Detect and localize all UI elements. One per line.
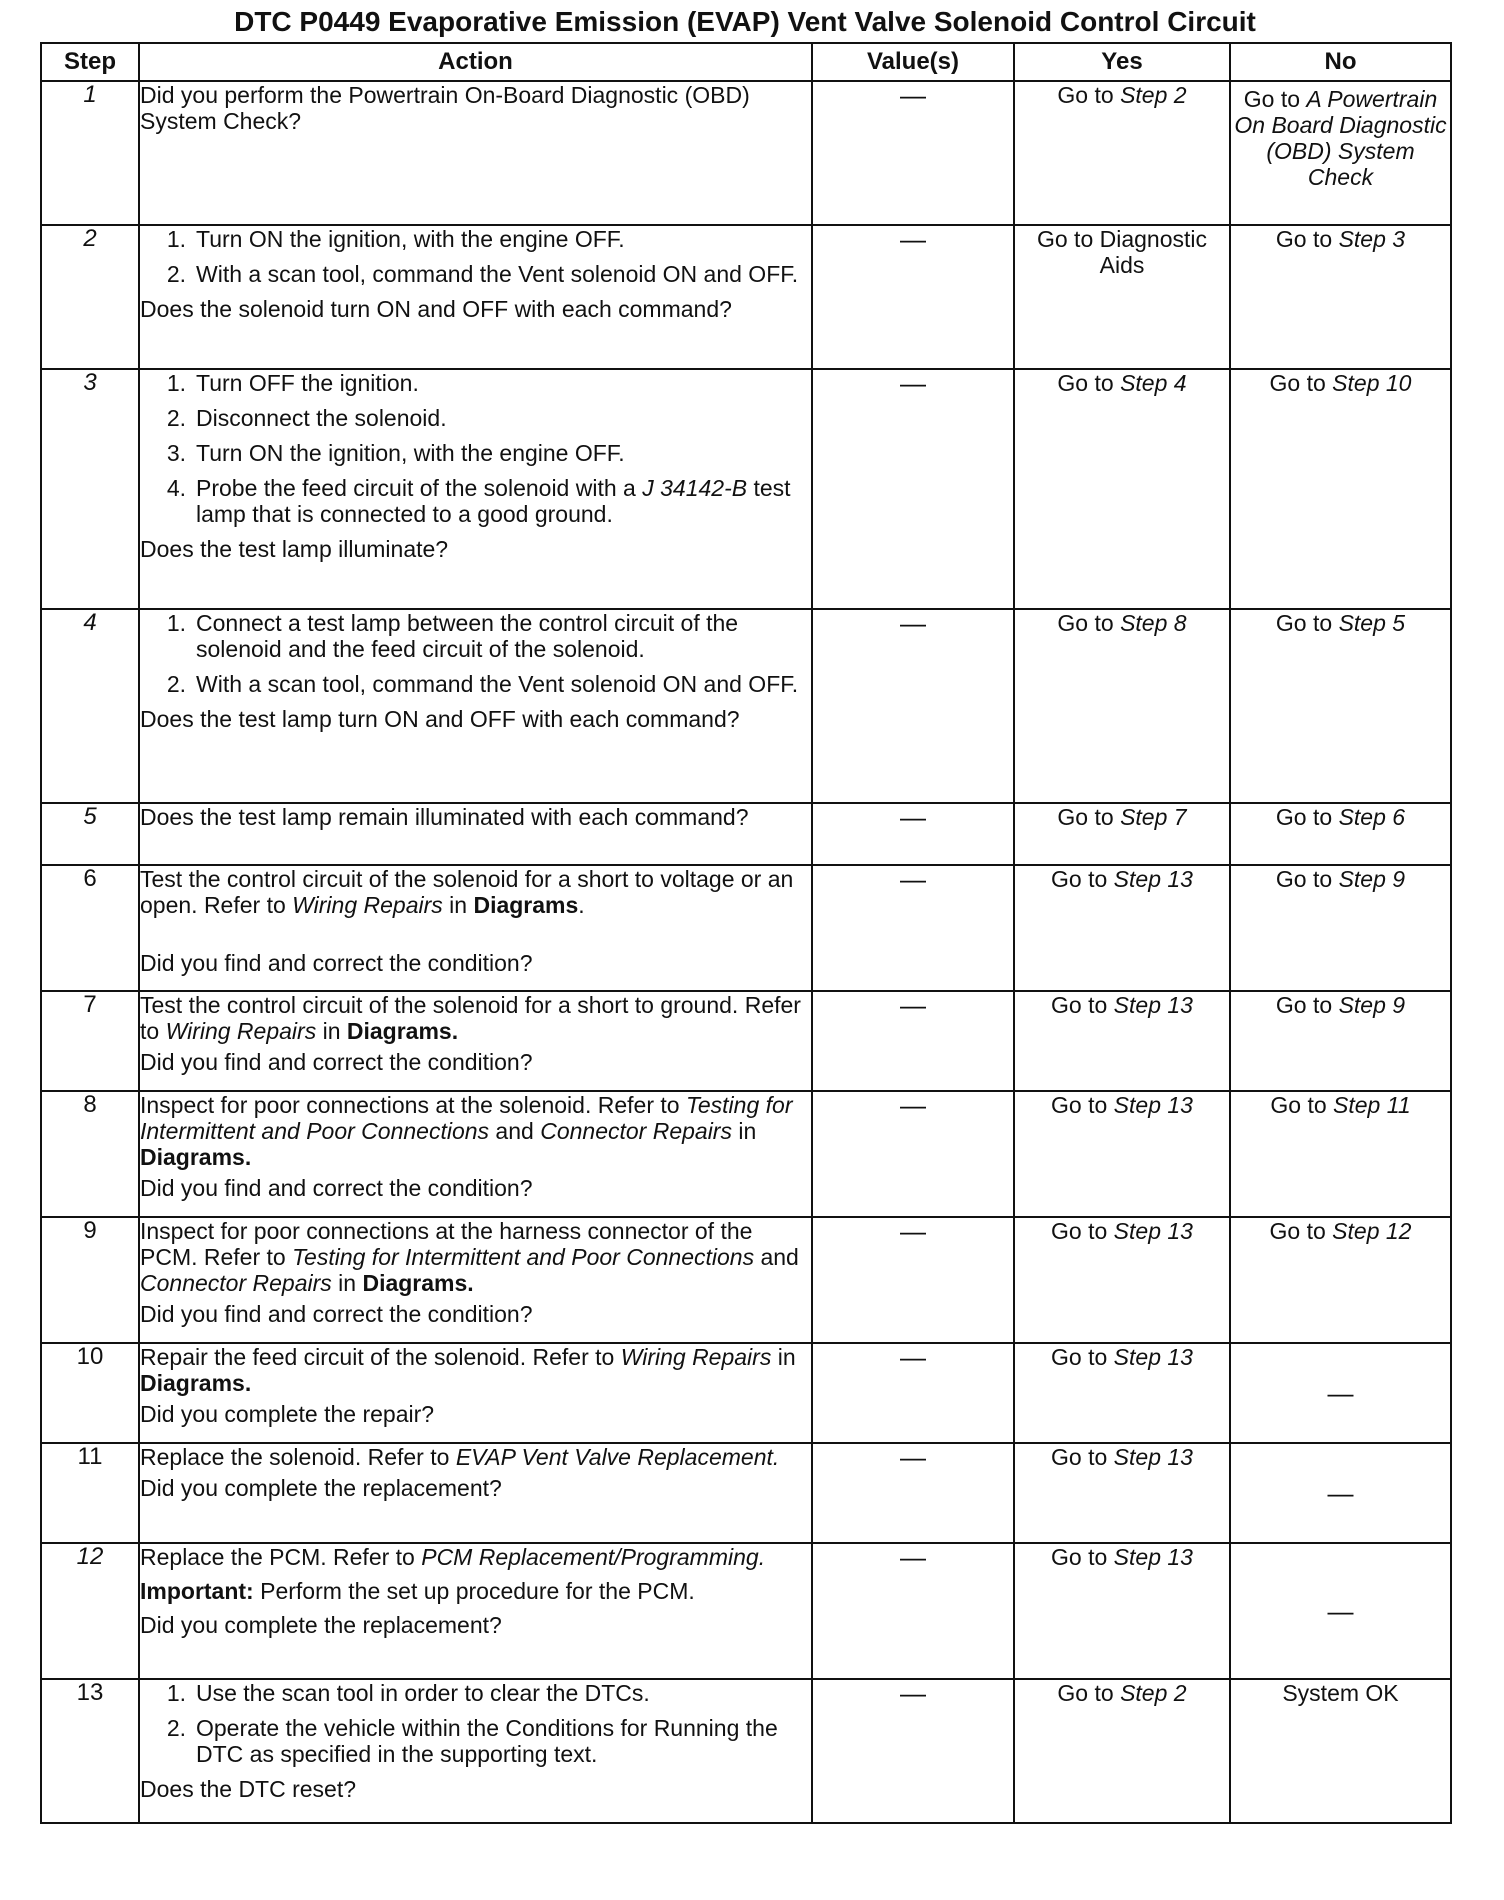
action-list	[140, 226, 811, 287]
table-row	[41, 81, 1451, 225]
diagnostic-table	[40, 42, 1452, 1824]
doc-section: Diagrams	[346, 1018, 452, 1044]
no-cell: System OK	[1230, 1679, 1451, 1823]
action-question: Did you complete the replacement?	[140, 1475, 502, 1501]
step-number: 7	[41, 991, 139, 1091]
action-cell	[139, 1091, 812, 1217]
step-number: 12	[41, 1543, 139, 1679]
value-cell: —	[812, 803, 1014, 865]
yes-step-ref: Step 13	[1113, 866, 1193, 892]
table-row	[41, 1091, 1451, 1217]
yes-step-ref: Step 13	[1113, 1344, 1193, 1370]
list-item: 2. With a scan tool, command the Vent solenoid ON and OFF.	[166, 671, 799, 697]
list-item: 2. Disconnect the solenoid.	[166, 405, 447, 431]
table-row	[41, 1679, 1451, 1823]
no-cell: —	[1230, 1543, 1451, 1679]
header-row	[41, 43, 1451, 81]
step-number: 10	[41, 1343, 139, 1443]
action-question: Does the solenoid turn ON and OFF with each command?	[140, 296, 732, 322]
doc-ref: Connector Repairs	[540, 1118, 732, 1144]
header-step: Step	[41, 43, 139, 81]
no-cell: Go to Step 9	[1230, 865, 1451, 991]
yes-text: Go to	[1057, 82, 1121, 108]
step-number: 4	[41, 609, 139, 803]
step-number: 11	[41, 1443, 139, 1543]
header-yes: Yes	[1014, 43, 1230, 81]
yes-step-ref: Step 4	[1120, 370, 1187, 396]
list-item: 3. Turn ON the ignition, with the engine OFF.	[166, 440, 625, 466]
yes-cell: Go to Step 13	[1014, 1443, 1230, 1543]
step-number: 13	[41, 1679, 139, 1823]
value-cell: —	[812, 609, 1014, 803]
value-cell: —	[812, 1543, 1014, 1679]
no-cell: Go to Step 12	[1230, 1217, 1451, 1343]
yes-step-ref: Step 13	[1113, 1444, 1193, 1470]
action-cell	[139, 865, 812, 991]
yes-cell: Go to Diagnostic Aids	[1014, 225, 1230, 369]
no-cell: Go to Step 6	[1230, 803, 1451, 865]
doc-ref: Wiring Repairs	[620, 1344, 772, 1370]
doc-section: Diagrams	[140, 1144, 245, 1170]
yes-step-ref: Step 2	[1120, 1680, 1187, 1706]
action-question: Did you perform the Powertrain On-Board Diagnostic (OBD) System Check?	[140, 82, 750, 134]
yes-cell: Go to Step 13	[1014, 1091, 1230, 1217]
action-cell	[139, 1679, 812, 1823]
yes-cell: Go to Step 8	[1014, 609, 1230, 803]
action-text: Replace the solenoid. Refer to EVAP Vent Valve Replacement.	[140, 1444, 780, 1470]
list-item: 1. Connect a test lamp between the control circuit of the solenoid and the feed circuit of the solenoid.	[166, 610, 739, 662]
action-question: Did you find and correct the condition?	[140, 1175, 533, 1201]
no-step-ref: Step 3	[1338, 226, 1406, 252]
step-number: 9	[41, 1217, 139, 1343]
action-cell	[139, 1543, 812, 1679]
doc-ref: EVAP Vent Valve Replacement.	[455, 1444, 780, 1470]
no-cell: Go to Step 9	[1230, 991, 1451, 1091]
page-title: DTC P0449 Evaporative Emission (EVAP) Vent Valve Solenoid Control Circuit	[234, 6, 1256, 37]
no-text: Go to	[1243, 86, 1307, 112]
table-row	[41, 865, 1451, 991]
yes-cell: Go to Step 7	[1014, 803, 1230, 865]
yes-cell: Go to Step 13	[1014, 1343, 1230, 1443]
value-cell: —	[812, 991, 1014, 1091]
header-action: Action	[139, 43, 812, 81]
yes-step-ref: Step 13	[1113, 1092, 1193, 1118]
action-cell	[139, 369, 812, 609]
no-step-ref: Step 10	[1332, 370, 1412, 396]
no-step-ref: Step 9	[1338, 992, 1406, 1018]
action-question: Does the DTC reset?	[140, 1776, 357, 1802]
yes-step-ref: Step 7	[1120, 804, 1187, 830]
no-cell	[1230, 225, 1451, 369]
yes-step-ref: Step 13	[1113, 1544, 1193, 1570]
doc-section: Diagrams	[140, 1370, 245, 1396]
value-cell: —	[812, 865, 1014, 991]
table-row	[41, 803, 1451, 865]
action-question: Did you find and correct the condition?	[140, 1301, 533, 1327]
doc-ref: PCM Replacement/Programming.	[421, 1544, 766, 1570]
no-cell: Go to Step 11	[1230, 1091, 1451, 1217]
list-item: 1. Turn OFF the ignition.	[166, 370, 419, 396]
important-note: Important: Perform the set up procedure for the PCM.	[140, 1578, 695, 1604]
doc-section: Diagrams	[362, 1270, 468, 1296]
header-no: No	[1230, 43, 1451, 81]
action-cell	[139, 1217, 812, 1343]
no-cell: Go to Step 5	[1230, 609, 1451, 803]
table-row	[41, 1343, 1451, 1443]
action-cell	[139, 609, 812, 803]
action-text: Inspect for poor connections at the harness connector of the PCM. Refer to Testing for Intermittent and Poor Connections and Connector Repairs in Diagrams.	[140, 1218, 799, 1296]
yes-step-ref: Step 13	[1113, 1218, 1193, 1244]
yes-step-ref: Step 8	[1120, 610, 1187, 636]
action-cell	[139, 803, 812, 865]
no-cell: —	[1230, 1343, 1451, 1443]
action-list	[140, 1680, 811, 1767]
doc-ref: Testing for Intermittent and Poor Connections	[140, 1092, 793, 1144]
action-text: Test the control circuit of the solenoid for a short to voltage or an open. Refer to Wiring Repairs in Diagrams.	[140, 866, 794, 918]
no-cell	[1230, 81, 1451, 225]
doc-section: Diagrams	[473, 892, 579, 918]
table-row	[41, 609, 1451, 803]
table-row	[41, 991, 1451, 1091]
action-list	[140, 610, 811, 697]
value-cell: —	[812, 369, 1014, 609]
no-step-ref: Step 9	[1338, 866, 1406, 892]
step-number: 2	[41, 225, 139, 369]
table-row	[41, 1217, 1451, 1343]
action-text: Repair the feed circuit of the solenoid. Refer to Wiring Repairs in Diagrams.	[140, 1344, 796, 1396]
no-cell: Go to Step 10	[1230, 369, 1451, 609]
action-text: Inspect for poor connections at the solenoid. Refer to Testing for Intermittent and Poor Connections and Connector Repairs in Diagrams.	[140, 1092, 793, 1170]
action-cell	[139, 1443, 812, 1543]
step-number: 6	[41, 865, 139, 991]
no-step-ref: Step 5	[1338, 610, 1406, 636]
action-text: Test the control circuit of the solenoid for a short to ground. Refer to Wiring Repairs in Diagrams.	[140, 992, 801, 1044]
list-item: 2. Operate the vehicle within the Conditions for Running the DTC as specified in the supporting text.	[166, 1715, 778, 1767]
action-question: Does the test lamp illuminate?	[140, 536, 449, 562]
yes-cell: Go to Step 13	[1014, 865, 1230, 991]
value-cell: —	[812, 1091, 1014, 1217]
step-number: 3	[41, 369, 139, 609]
value-cell: —	[812, 81, 1014, 225]
action-cell	[139, 1343, 812, 1443]
no-step-ref: Step 6	[1338, 804, 1406, 830]
step-number: 1	[41, 81, 139, 225]
table-row	[41, 225, 1451, 369]
yes-cell: Go to Step 4	[1014, 369, 1230, 609]
action-list	[140, 370, 811, 527]
table-row	[41, 1543, 1451, 1679]
action-question: Did you complete the repair?	[140, 1401, 435, 1427]
doc-ref: Wiring Repairs	[165, 1018, 317, 1044]
doc-ref: Connector Repairs	[140, 1270, 332, 1296]
yes-step-ref: Step 2	[1120, 82, 1187, 108]
doc-ref: Testing for Intermittent and Poor Connections	[292, 1244, 755, 1270]
value-cell: —	[812, 1343, 1014, 1443]
tool-ref: J 34142-B	[642, 475, 748, 501]
action-text: Replace the PCM. Refer to PCM Replacement/Programming.	[140, 1544, 766, 1570]
list-item: 1. Use the scan tool in order to clear the DTCs.	[166, 1680, 650, 1706]
no-step-ref: Step 11	[1333, 1092, 1411, 1118]
list-item: 2. With a scan tool, command the Vent solenoid ON and OFF.	[166, 261, 799, 287]
yes-step-ref: Step 13	[1113, 992, 1193, 1018]
no-text: Go to	[1275, 226, 1339, 252]
list-item: 1. Turn ON the ignition, with the engine OFF.	[166, 226, 625, 252]
no-step-ref: A Powertrain On Board Diagnostic (OBD) System Check	[1234, 86, 1447, 190]
yes-cell	[1014, 81, 1230, 225]
yes-cell: Go to Step 13	[1014, 991, 1230, 1091]
step-number: 8	[41, 1091, 139, 1217]
action-question: Does the test lamp remain illuminated with each command?	[140, 804, 749, 830]
action-question: Did you find and correct the condition?	[140, 950, 533, 976]
action-question: Does the test lamp turn ON and OFF with each command?	[140, 706, 740, 732]
action-question: Did you find and correct the condition?	[140, 1049, 533, 1075]
value-cell: —	[812, 1217, 1014, 1343]
yes-cell: Go to Step 13	[1014, 1543, 1230, 1679]
doc-ref: Wiring Repairs	[292, 892, 443, 918]
value-cell: —	[812, 1679, 1014, 1823]
action-question: Did you complete the replacement?	[140, 1612, 502, 1638]
value-cell: —	[812, 225, 1014, 369]
no-cell: —	[1230, 1443, 1451, 1543]
list-item: 4. Probe the feed circuit of the solenoid with a J 34142-B test lamp that is connected to a good ground.	[166, 475, 791, 527]
no-step-ref: Step 12	[1332, 1218, 1412, 1244]
table-row	[41, 369, 1451, 609]
table-row	[41, 1443, 1451, 1543]
yes-cell: Go to Step 2	[1014, 1679, 1230, 1823]
action-cell	[139, 81, 812, 225]
step-number: 5	[41, 803, 139, 865]
yes-cell: Go to Step 13	[1014, 1217, 1230, 1343]
important-label: Important:	[140, 1578, 254, 1604]
header-values: Value(s)	[812, 43, 1014, 81]
action-cell	[139, 991, 812, 1091]
action-cell	[139, 225, 812, 369]
value-cell: —	[812, 1443, 1014, 1543]
